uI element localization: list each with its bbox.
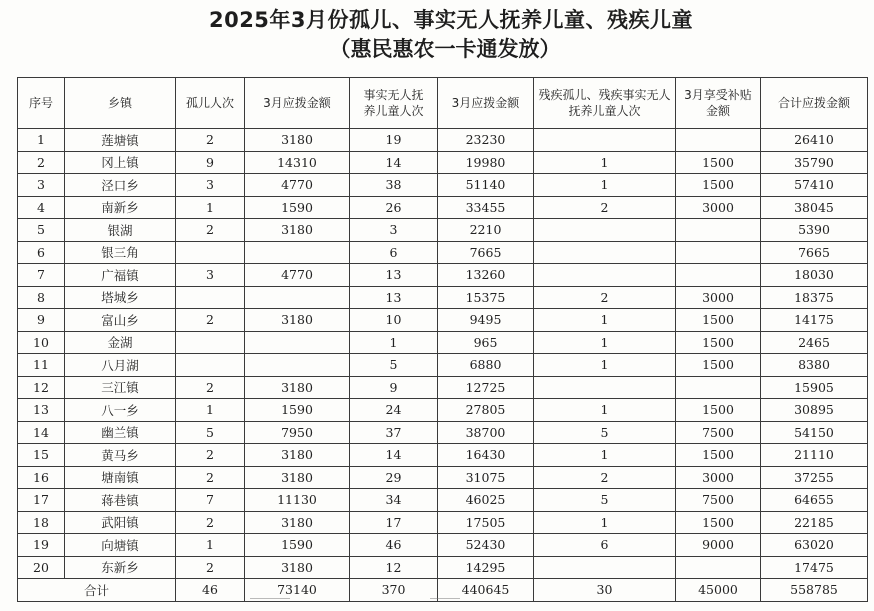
table-cell: 1500 — [676, 444, 761, 467]
town-cell: 东新乡 — [65, 556, 176, 579]
table-cell: 3 — [176, 264, 245, 287]
header-cell: 孤儿人次 — [176, 78, 245, 129]
town-cell: 莲塘镇 — [65, 129, 176, 152]
table-cell: 37255 — [761, 466, 868, 489]
table-cell: 2 — [176, 444, 245, 467]
table-row — [18, 151, 868, 174]
table-cell: 2 — [176, 219, 245, 242]
town-cell: 南新乡 — [65, 196, 176, 219]
table-cell: 1500 — [676, 354, 761, 377]
town-cell: 三江镇 — [65, 376, 176, 399]
table-cell: 17 — [350, 511, 438, 534]
table-cell: 2 — [176, 556, 245, 579]
total-cell: 558785 — [761, 579, 868, 602]
table-cell: 8 — [18, 286, 65, 309]
table-cell: 2 — [176, 376, 245, 399]
table-cell: 18375 — [761, 286, 868, 309]
table-cell: 965 — [438, 331, 534, 354]
title-line-1: 2025年3月份孤儿、事实无人抚养儿童、残疾儿童 — [208, 8, 694, 32]
table-cell — [676, 264, 761, 287]
table-cell: 7665 — [438, 241, 534, 264]
table-cell: 19 — [18, 534, 65, 557]
table-cell: 26410 — [761, 129, 868, 152]
table-row — [18, 241, 868, 264]
table-cell: 1590 — [245, 196, 350, 219]
signature-scribble — [250, 598, 290, 611]
table-cell: 7 — [18, 264, 65, 287]
table-cell: 1500 — [676, 151, 761, 174]
table-row — [18, 309, 868, 332]
header-cell: 序号 — [18, 78, 65, 129]
town-cell: 向塘镇 — [65, 534, 176, 557]
total-cell: 440645 — [438, 579, 534, 602]
table-cell: 7 — [176, 489, 245, 512]
table-row — [18, 511, 868, 534]
table-cell: 19 — [350, 129, 438, 152]
table-cell: 5 — [534, 421, 676, 444]
table-cell: 51140 — [438, 174, 534, 197]
table-cell: 5 — [534, 489, 676, 512]
table-cell: 24 — [350, 399, 438, 422]
table-cell: 1500 — [676, 331, 761, 354]
table-row — [18, 174, 868, 197]
table-cell: 2 — [176, 511, 245, 534]
signature-scribble — [430, 598, 460, 611]
table-cell — [676, 219, 761, 242]
header-cell: 3月应拨金额 — [245, 78, 350, 129]
table-cell: 3180 — [245, 511, 350, 534]
table-row — [18, 264, 868, 287]
table-cell: 6 — [350, 241, 438, 264]
table-cell: 1500 — [676, 399, 761, 422]
table-cell: 20 — [18, 556, 65, 579]
table-cell: 3000 — [676, 466, 761, 489]
table-cell: 2465 — [761, 331, 868, 354]
title-line-2: （惠民惠农一卡通发放） — [329, 37, 561, 61]
town-cell: 塔城乡 — [65, 286, 176, 309]
table-cell: 1 — [176, 534, 245, 557]
table-cell: 11130 — [245, 489, 350, 512]
table-cell: 2 — [534, 286, 676, 309]
table-row — [18, 466, 868, 489]
table-cell: 1 — [350, 331, 438, 354]
table-row — [18, 331, 868, 354]
total-cell: 46 — [176, 579, 245, 602]
table-cell: 1590 — [245, 399, 350, 422]
total-label: 合计 — [18, 579, 176, 602]
table-cell: 4770 — [245, 264, 350, 287]
total-cell: 370 — [350, 579, 438, 602]
table-cell: 15375 — [438, 286, 534, 309]
table-cell: 64655 — [761, 489, 868, 512]
town-cell: 银湖 — [65, 219, 176, 242]
table-cell: 7950 — [245, 421, 350, 444]
table-cell: 9 — [18, 309, 65, 332]
table-cell — [676, 556, 761, 579]
header-cell: 合计应拨金额 — [761, 78, 868, 129]
table-cell — [245, 331, 350, 354]
allowance-table — [17, 77, 868, 602]
table-cell: 14 — [350, 444, 438, 467]
table-cell: 38700 — [438, 421, 534, 444]
table-cell: 5 — [18, 219, 65, 242]
table-cell: 16430 — [438, 444, 534, 467]
table-cell: 5 — [176, 421, 245, 444]
table-cell: 4770 — [245, 174, 350, 197]
table-cell: 57410 — [761, 174, 868, 197]
table-cell: 3 — [176, 174, 245, 197]
town-cell: 蒋巷镇 — [65, 489, 176, 512]
table-cell: 3000 — [676, 286, 761, 309]
table-cell: 5390 — [761, 219, 868, 242]
table-cell — [534, 241, 676, 264]
table-row — [18, 399, 868, 422]
town-cell: 广福镇 — [65, 264, 176, 287]
table-cell: 38 — [350, 174, 438, 197]
table-cell: 26 — [350, 196, 438, 219]
table-cell — [176, 331, 245, 354]
table-cell: 7500 — [676, 421, 761, 444]
town-cell: 泾口乡 — [65, 174, 176, 197]
table-cell: 52430 — [438, 534, 534, 557]
table-cell: 27805 — [438, 399, 534, 422]
table-cell: 12 — [350, 556, 438, 579]
total-cell: 45000 — [676, 579, 761, 602]
table-cell: 15905 — [761, 376, 868, 399]
table-cell: 6 — [18, 241, 65, 264]
table-cell: 1 — [176, 196, 245, 219]
table-cell: 14 — [350, 151, 438, 174]
table-cell: 3180 — [245, 376, 350, 399]
table-cell: 1 — [534, 309, 676, 332]
table-cell: 17 — [18, 489, 65, 512]
table-cell: 13 — [350, 264, 438, 287]
table-cell: 9000 — [676, 534, 761, 557]
table-cell — [534, 264, 676, 287]
table-cell: 15 — [18, 444, 65, 467]
table-cell: 63020 — [761, 534, 868, 557]
table-cell: 22185 — [761, 511, 868, 534]
table-cell: 1500 — [676, 309, 761, 332]
table-cell: 4 — [18, 196, 65, 219]
table-cell: 2 — [176, 129, 245, 152]
table-row — [18, 556, 868, 579]
header-row — [18, 78, 868, 129]
table-cell: 9 — [350, 376, 438, 399]
total-cell: 30 — [534, 579, 676, 602]
table-cell: 3180 — [245, 444, 350, 467]
table-cell — [245, 241, 350, 264]
table-cell: 5 — [350, 354, 438, 377]
table-cell: 38045 — [761, 196, 868, 219]
town-cell: 八一乡 — [65, 399, 176, 422]
table-cell: 33455 — [438, 196, 534, 219]
table-cell: 1500 — [676, 174, 761, 197]
table-row — [18, 286, 868, 309]
table-cell: 3180 — [245, 309, 350, 332]
table-cell — [534, 219, 676, 242]
town-cell: 武阳镇 — [65, 511, 176, 534]
town-cell: 黄马乡 — [65, 444, 176, 467]
table-cell: 19980 — [438, 151, 534, 174]
table-cell: 2 — [534, 466, 676, 489]
table-cell: 1 — [534, 151, 676, 174]
table-cell: 12 — [18, 376, 65, 399]
table-cell: 1 — [18, 129, 65, 152]
table-cell — [534, 129, 676, 152]
table-row — [18, 354, 868, 377]
total-cell: 73140 — [245, 579, 350, 602]
table-cell — [676, 376, 761, 399]
table-cell: 17505 — [438, 511, 534, 534]
table-cell: 1 — [534, 174, 676, 197]
town-cell: 塘南镇 — [65, 466, 176, 489]
table-cell: 2 — [176, 466, 245, 489]
document-title — [0, 6, 874, 64]
table-cell: 46025 — [438, 489, 534, 512]
table-cell: 3180 — [245, 219, 350, 242]
table-cell: 10 — [350, 309, 438, 332]
table-cell: 3180 — [245, 466, 350, 489]
table-cell: 16 — [18, 466, 65, 489]
town-cell: 幽兰镇 — [65, 421, 176, 444]
table-cell: 11 — [18, 354, 65, 377]
table-cell: 1 — [176, 399, 245, 422]
table-cell: 8380 — [761, 354, 868, 377]
header-cell: 3月享受补贴金额 — [676, 78, 761, 129]
table-row — [18, 421, 868, 444]
town-cell: 富山乡 — [65, 309, 176, 332]
table-cell: 1 — [534, 354, 676, 377]
town-cell: 八月湖 — [65, 354, 176, 377]
table-cell: 34 — [350, 489, 438, 512]
header-cell: 事实无人抚养儿童人次 — [350, 78, 438, 129]
table-cell: 3180 — [245, 556, 350, 579]
table-cell: 3000 — [676, 196, 761, 219]
table-cell: 13 — [18, 399, 65, 422]
table-cell: 7665 — [761, 241, 868, 264]
table-cell — [176, 286, 245, 309]
table-cell: 2 — [18, 151, 65, 174]
header-cell: 乡镇 — [65, 78, 176, 129]
table-cell: 3 — [350, 219, 438, 242]
table-body — [18, 129, 868, 579]
table-cell: 9495 — [438, 309, 534, 332]
table-cell: 23230 — [438, 129, 534, 152]
table-cell: 10 — [18, 331, 65, 354]
table-cell: 6880 — [438, 354, 534, 377]
table-cell: 7500 — [676, 489, 761, 512]
table-cell: 14310 — [245, 151, 350, 174]
table-cell — [534, 376, 676, 399]
table-cell — [176, 354, 245, 377]
table-cell: 13 — [350, 286, 438, 309]
table-row — [18, 129, 868, 152]
table-cell: 21110 — [761, 444, 868, 467]
table-cell: 13260 — [438, 264, 534, 287]
table-row — [18, 376, 868, 399]
table-cell: 35790 — [761, 151, 868, 174]
table-cell: 46 — [350, 534, 438, 557]
town-cell: 冈上镇 — [65, 151, 176, 174]
table-cell: 18030 — [761, 264, 868, 287]
table-cell — [245, 354, 350, 377]
table-cell — [245, 286, 350, 309]
table-cell: 37 — [350, 421, 438, 444]
table-cell — [676, 129, 761, 152]
table-cell: 14295 — [438, 556, 534, 579]
table-cell: 1500 — [676, 511, 761, 534]
table-cell: 3180 — [245, 129, 350, 152]
table-row — [18, 444, 868, 467]
table-cell: 31075 — [438, 466, 534, 489]
table-cell: 14 — [18, 421, 65, 444]
header-cell: 3月应拨金额 — [438, 78, 534, 129]
table-cell: 1 — [534, 399, 676, 422]
table-row — [18, 489, 868, 512]
table-cell: 2 — [534, 196, 676, 219]
table-cell: 29 — [350, 466, 438, 489]
table-cell: 1 — [534, 511, 676, 534]
table-cell: 18 — [18, 511, 65, 534]
table-cell: 17475 — [761, 556, 868, 579]
table-cell: 2210 — [438, 219, 534, 242]
table-cell: 1 — [534, 444, 676, 467]
table-cell: 1590 — [245, 534, 350, 557]
table-cell: 14175 — [761, 309, 868, 332]
table-cell — [676, 241, 761, 264]
table-cell: 12725 — [438, 376, 534, 399]
table-cell — [176, 241, 245, 264]
town-cell: 金湖 — [65, 331, 176, 354]
table-cell: 54150 — [761, 421, 868, 444]
table-cell: 3 — [18, 174, 65, 197]
table-row — [18, 534, 868, 557]
table-cell: 30895 — [761, 399, 868, 422]
table-row — [18, 219, 868, 242]
table-cell — [534, 556, 676, 579]
table-cell: 6 — [534, 534, 676, 557]
table-cell: 9 — [176, 151, 245, 174]
table-row — [18, 196, 868, 219]
table-cell: 1 — [534, 331, 676, 354]
table-cell: 2 — [176, 309, 245, 332]
header-cell: 残疾孤儿、残疾事实无人抚养儿童人次 — [534, 78, 676, 129]
town-cell: 银三角 — [65, 241, 176, 264]
